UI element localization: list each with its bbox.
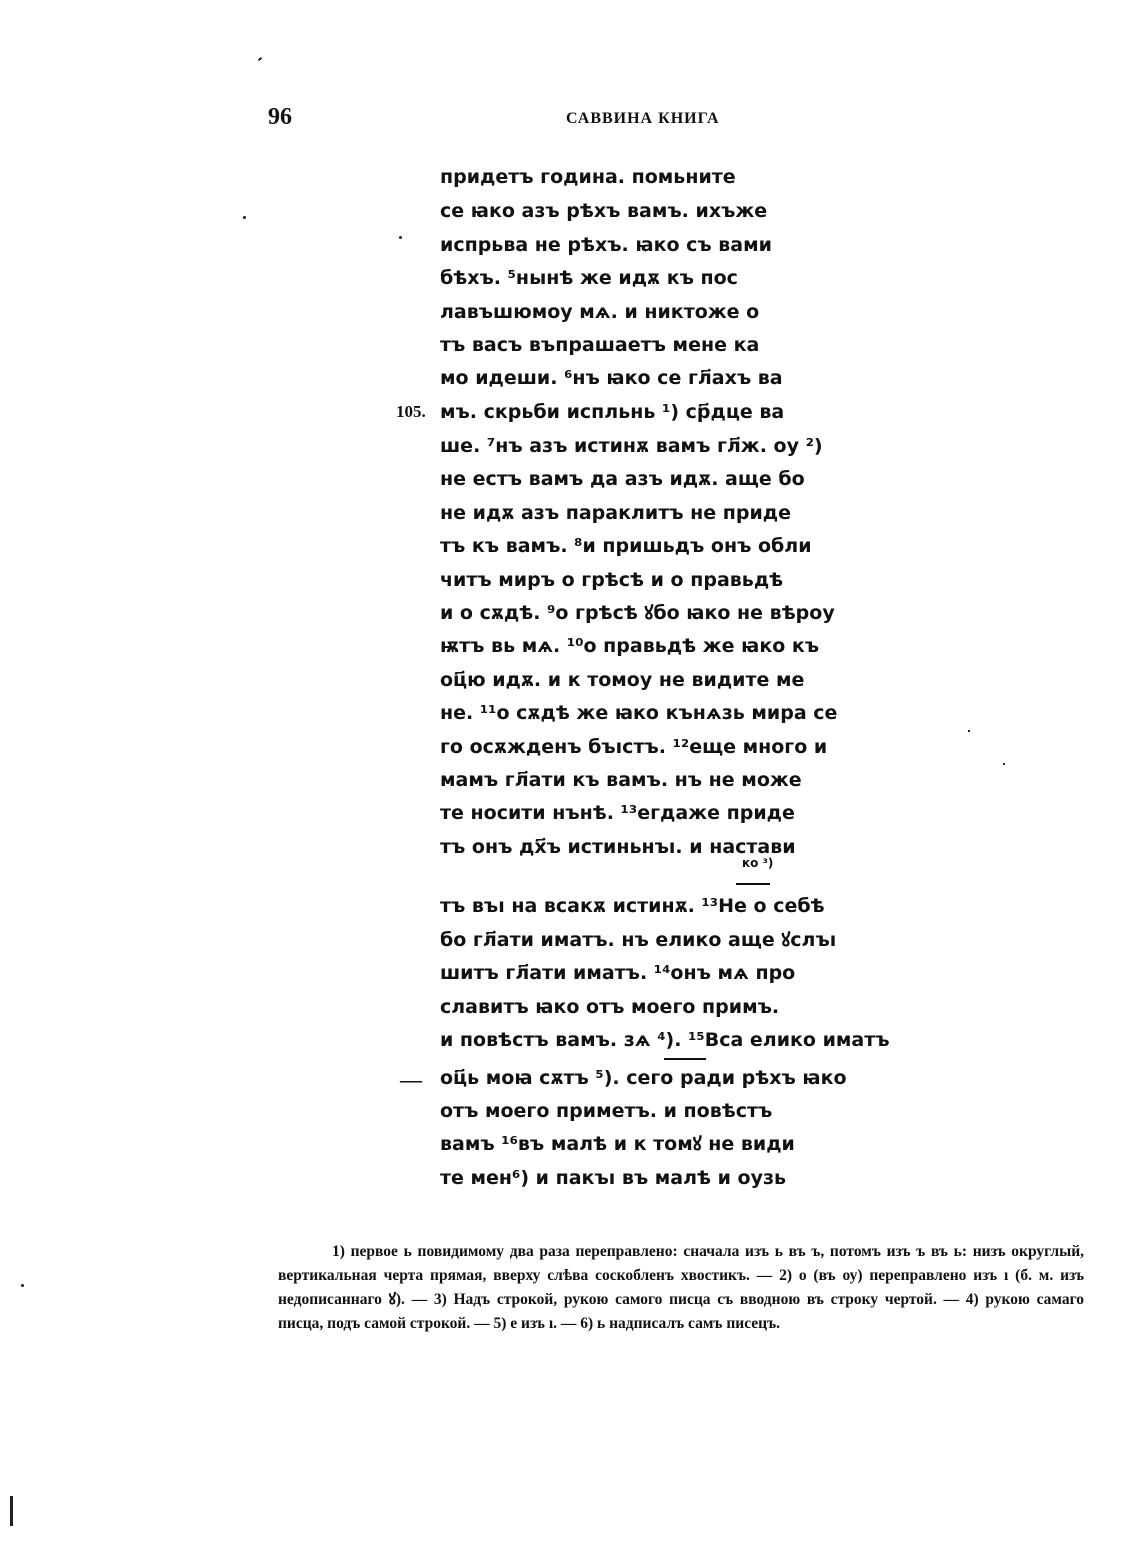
text-line: не. ¹¹о сѫдѣ же ꙗко кънѧзь мира се — [440, 702, 838, 724]
text-line: испрьва не рѣхъ. ꙗко съ вами — [440, 234, 772, 256]
text-line: те носити нънѣ. ¹³егдаже приде — [440, 802, 795, 824]
text-line: придетъ година. помьните — [440, 166, 736, 188]
footnote-text: 1) первое ь повидимому два раза переправлено: сначала изъ ь въ ъ, потомъ изъ ъ въ ь: низъ округлый, вертикальная черта прямая, вверху слѣва соскобленъ хвостикъ. — 2) о (въ оу) переправлено изъ ı (б. м. изъ недописаннаго ꙋ). — 3) Надъ строкой, рукою самого писца съ вводною въ строку чертой. — 4) рукою самаго писца, подъ самой строкой. — 5) е изъ ı. — 6) ь надписалъ самъ писецъ. — [278, 1243, 1084, 1332]
scan-speck — [399, 236, 402, 239]
text-line: тъ онъ дх҃ъ истиньнъı. и настави — [440, 836, 796, 858]
text-line: тъ къ вамъ. ⁸и пришьдъ онъ обли — [440, 535, 812, 557]
text-line: мамъ гл҃ати къ вамъ. нъ не може — [440, 769, 802, 791]
scan-speck — [21, 1284, 24, 1287]
text-line: бѣхъ. ⁵нынѣ же идѫ къ пос — [440, 267, 738, 289]
text-line: и о сѫдѣ. ⁹о грѣсѣ ꙋбо ꙗко не вѣроу — [440, 602, 835, 624]
text-line: шитъ гл҃ати иматъ. ¹⁴онъ мѧ про — [440, 962, 796, 984]
text-line: тъ въı на всакѫ истинѫ. ¹³Не о себѣ — [440, 895, 825, 917]
text-line: отъ моего приметъ. и повѣстъ — [440, 1100, 773, 1122]
text-line: и повѣстъ вамъ. зѧ ⁴). ¹⁵Вса елико иматъ — [440, 1029, 890, 1051]
text-line: мъ. скрьби испльнь ¹) ср҃дце ва — [440, 401, 785, 423]
text-line: се ꙗко азъ рѣхъ вамъ. ихъже — [440, 200, 768, 222]
text-line: славитъ ꙗко отъ моего примъ. — [440, 996, 780, 1018]
text-line: ше. ⁷нъ азъ истинѫ вамъ гл҃ж. оу ²) — [440, 435, 823, 457]
page-number: 96 — [268, 104, 292, 130]
insert-rule — [736, 883, 770, 885]
margin-dash: — — [400, 1067, 422, 1092]
scan-speck — [10, 1496, 13, 1526]
text-line: вамъ ¹⁶въ малѣ и к томꙋ не види — [440, 1133, 795, 1155]
text-line: мо идеши. ⁶нъ ꙗко се гл҃ахъ ва — [440, 367, 783, 389]
text-line: не естъ вамъ да азъ идѫ. аще бо — [440, 468, 805, 490]
text-line: бо гл҃ати иматъ. нъ елико аще ꙋслъı — [440, 929, 837, 951]
text-line: читъ миръ о грѣсѣ и о правьдѣ — [440, 569, 784, 591]
scan-speck — [243, 216, 246, 219]
footnotes — [278, 1240, 1084, 1336]
scan-speck — [968, 730, 970, 732]
text-line: не идѫ азъ параклитъ не приде — [440, 502, 792, 524]
scan-speck — [1003, 763, 1005, 765]
running-title: САВВИНА КНИГА — [566, 110, 720, 127]
text-line: лавъшюмоу мѧ. и никтоже о — [440, 301, 760, 323]
text-line: оц҃ю идѫ. и к томоу не видите ме — [440, 669, 805, 691]
text-line: ѭтъ вь мѧ. ¹⁰о правьдѣ же ꙗко къ — [440, 635, 820, 657]
text-line: оц҃ь моꙗ сѫтъ ⁵). сего ради рѣхъ ꙗко — [440, 1067, 847, 1089]
text-line: те мен⁶) и пакъı въ малѣ и оузь — [440, 1167, 787, 1189]
scan-speck — [258, 57, 262, 61]
margin-line-number: 105. — [396, 402, 426, 421]
text-line: го осѫжденъ бъıстъ. ¹²еще много и — [440, 736, 828, 758]
underline-rule — [664, 1058, 706, 1060]
interlinear-insert: ко ³) — [742, 856, 774, 870]
text-line: тъ васъ въпрашаетъ мене ка — [440, 334, 760, 356]
